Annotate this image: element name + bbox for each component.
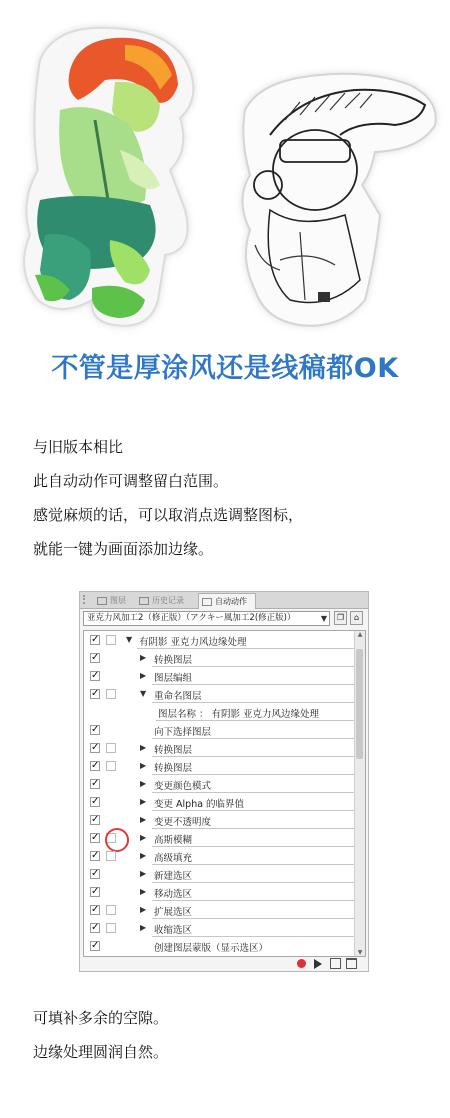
tab-history-label: 历史记录 [152,596,184,605]
action-list [83,630,366,957]
action-label: 新建选区 [154,871,193,882]
row-divider [152,666,355,667]
vertical-scrollbar[interactable] [354,631,365,956]
action-label: 转换图层 [154,655,193,666]
collapse-toggle-icon[interactable]: ▶ [140,797,147,806]
tab-layers[interactable] [94,593,132,608]
enable-checkbox[interactable]: ✓ [91,886,100,897]
panel-grip-icon[interactable] [83,595,93,604]
row-divider [152,774,355,775]
outro-line: 可填补多余的空隙。 [33,1009,169,1027]
row-divider [152,936,355,937]
intro-line: 此自动动作可调整留白范围。 [33,472,229,490]
action-label: 图层名称 ： 有阴影 亚克力风边缘处理 [158,709,320,720]
dialog-toggle-checkbox[interactable] [106,905,116,915]
action-row[interactable] [84,758,355,776]
action-row[interactable] [84,740,355,758]
row-divider [152,882,355,883]
enable-checkbox[interactable]: ✓ [91,634,100,645]
row-divider [152,864,355,865]
enable-checkbox[interactable]: ✓ [91,688,100,699]
set-menu-icon[interactable]: ⌂ [350,611,363,625]
action-label: 转换图层 [154,763,193,774]
row-divider [152,810,355,811]
action-label: 重命名图层 [154,691,202,702]
enable-checkbox[interactable]: ✓ [91,850,100,861]
enable-checkbox[interactable]: ✓ [91,652,100,663]
row-divider [152,738,355,739]
action-label: 转换图层 [154,745,193,756]
dialog-toggle-checkbox[interactable] [106,923,116,933]
trash-icon[interactable] [346,958,357,969]
intro-line: 与旧版本相比 [33,438,124,456]
tab-auto-action-label: 自动动作 [215,597,247,606]
dialog-toggle-checkbox[interactable] [106,743,116,753]
scrollbar-thumb[interactable] [356,649,363,759]
collapse-toggle-icon[interactable]: ▶ [140,869,147,878]
enable-checkbox[interactable]: ✓ [91,814,100,825]
record-icon[interactable] [297,959,306,968]
intro-text [33,430,303,566]
action-set-value: 亚克力风加工2（修正版）（アクキー風加工2(修正版)） [87,613,296,623]
dialog-toggle-checkbox[interactable] [106,761,116,771]
panel-tab-bar [80,592,368,609]
action-row-partial[interactable] [84,938,355,956]
enable-checkbox[interactable]: ✓ [91,940,100,951]
action-label: 有阴影 亚克力风边缘处理 [139,637,247,648]
action-set-select[interactable] [83,611,330,626]
action-row[interactable] [84,920,355,938]
tab-history[interactable] [136,593,194,608]
enable-checkbox[interactable]: ✓ [91,670,100,681]
expand-toggle-icon[interactable]: ▼ [140,689,147,698]
acrylic-stand-illustration [0,0,450,345]
new-action-icon[interactable] [330,958,341,969]
action-set-row [83,611,365,627]
layers-icon [97,597,107,605]
duplicate-set-icon[interactable]: ❐ [334,611,347,625]
row-divider [156,720,355,721]
row-divider [152,900,355,901]
action-row[interactable] [84,794,355,812]
action-label: 高级填充 [154,853,193,864]
scroll-up-icon[interactable]: ▲ [357,631,363,638]
collapse-toggle-icon[interactable]: ▶ [140,905,147,914]
dialog-toggle-checkbox[interactable] [106,851,116,861]
action-label: 收缩选区 [154,925,193,936]
action-label: 向下选择图层 [154,727,212,738]
expand-toggle-icon[interactable]: ▼ [126,635,133,644]
action-detail-row[interactable] [84,704,355,722]
collapse-toggle-icon[interactable]: ▶ [140,887,147,896]
action-row[interactable] [84,776,355,794]
collapse-toggle-icon[interactable]: ▶ [140,743,147,752]
tab-layers-label: 图层 [110,596,126,605]
action-label: 扩展选区 [154,907,193,918]
enable-checkbox[interactable]: ✓ [91,796,100,807]
action-row[interactable] [84,686,355,704]
enable-checkbox[interactable]: ✓ [91,778,100,789]
enable-checkbox[interactable]: ✓ [91,832,100,843]
action-label: 高斯模糊 [154,835,193,846]
action-row[interactable] [84,650,355,668]
action-row[interactable] [84,902,355,920]
collapse-toggle-icon[interactable]: ▶ [140,923,147,932]
collapse-toggle-icon[interactable]: ▶ [140,653,147,662]
enable-checkbox[interactable]: ✓ [91,742,100,753]
tab-auto-action[interactable] [198,593,256,609]
history-icon [139,597,149,605]
collapse-toggle-icon[interactable]: ▶ [140,833,147,842]
action-label: 变更颜色模式 [154,781,212,792]
action-label: 变更 Alpha 的临界值 [154,799,245,810]
intro-line: 感觉麻烦的话，可以取消点选调整图标， [33,506,304,524]
enable-checkbox[interactable]: ✓ [91,760,100,771]
row-divider [152,846,355,847]
enable-checkbox[interactable]: ✓ [91,868,100,879]
intro-line: 就能一键为画面添加边缘。 [33,540,214,558]
row-divider [152,918,355,919]
enable-checkbox[interactable]: ✓ [91,922,100,933]
panel-bottom-bar [80,956,368,971]
hero-illustration [0,0,450,345]
enable-checkbox[interactable]: ✓ [91,904,100,915]
dialog-toggle-checkbox[interactable] [106,635,116,645]
action-row[interactable] [84,830,355,848]
row-divider [152,756,355,757]
row-divider [152,828,355,829]
action-row[interactable] [84,722,355,740]
collapse-toggle-icon[interactable]: ▶ [140,761,147,770]
row-divider [152,684,355,685]
action-row[interactable] [84,866,355,884]
action-label: 图层编组 [154,673,193,684]
chevron-down-icon: ▼ [320,614,327,623]
dialog-toggle-checkbox[interactable] [106,833,116,843]
row-divider [137,648,355,649]
collapse-toggle-icon[interactable]: ▶ [140,671,147,680]
action-row[interactable] [84,812,355,830]
collapse-toggle-icon[interactable]: ▶ [140,779,147,788]
action-label: 移动选区 [154,889,193,900]
action-label: 创建图层蒙版（显示选区） [154,943,269,954]
action-row[interactable] [84,668,355,686]
headline: 不管是厚涂风还是线稿都OK [51,353,399,384]
row-divider [152,792,355,793]
auto-action-icon [202,598,212,606]
play-icon[interactable] [314,959,322,969]
collapse-toggle-icon[interactable]: ▶ [140,851,147,860]
outro-line: 边缘处理圆润自然。 [33,1043,169,1061]
action-label: 变更不透明度 [154,817,212,828]
outro-text [33,1001,168,1069]
scroll-down-icon[interactable]: ▼ [357,949,363,956]
action-row[interactable] [84,848,355,866]
action-row[interactable] [84,632,355,650]
row-divider [152,702,355,703]
action-row[interactable] [84,884,355,902]
collapse-toggle-icon[interactable]: ▶ [140,815,147,824]
dialog-toggle-checkbox[interactable] [106,689,116,699]
auto-action-panel [79,591,369,972]
enable-checkbox[interactable]: ✓ [91,724,100,735]
